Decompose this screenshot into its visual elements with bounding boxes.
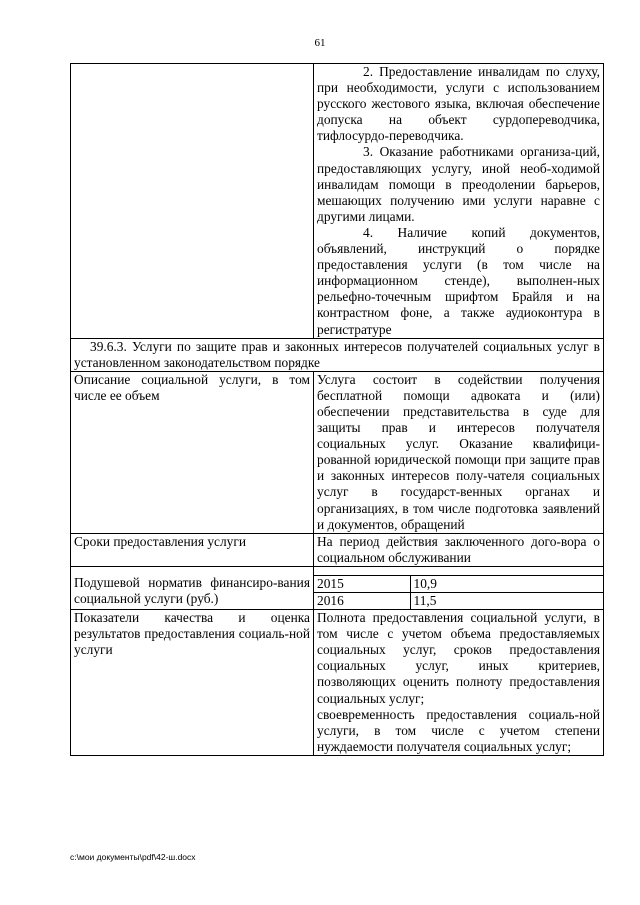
page-number: 61 [314, 37, 326, 49]
quality-label: Показатели качества и оценка результатов предоставления социаль-ной услуги [71, 610, 314, 756]
norm-row [71, 566, 604, 609]
terms-row [71, 533, 604, 566]
measure-item-3: 3. Оказание работниками организа-ций, предоставляющих услугу, иной необ-ходимой инвалидам помощи в преодолении барьеров, мешающих получению ими услуги наравне с другими лицами. [317, 144, 600, 224]
norm-year-row [314, 575, 603, 592]
quality-row [71, 610, 604, 756]
measure-item-4: 4. Наличие копий документов, объявлений, инструкций о порядке предоставления услуги (в том числе на информационном стенде), выполнен-ных рельефно-точечным шрифтом Брайля и на контрастном фоне, а также аудиоконтура в регистратуре [317, 224, 600, 337]
service-standard-table [70, 63, 604, 756]
accessibility-measures-cell [314, 64, 604, 339]
norm-years-table [314, 575, 603, 609]
norm-year: 2015 [317, 575, 344, 591]
quality-value [314, 610, 604, 756]
norm-amount: 11,5 [410, 593, 603, 610]
norm-label: Подушевой норматив финансиро-вания социальной услуги (руб.) [71, 566, 314, 609]
norm-year: 2016 [314, 593, 410, 610]
section-heading: 39.6.3. Услуги по защите прав и законных интересов получателей социальных услуг в установленном законодательством порядке [74, 338, 600, 370]
norm-values [314, 566, 604, 609]
description-value: Услуга состоит в содействии получения бесплатной помощи адвоката и (или) обеспечении представительства в суде для защиты прав и интересов получателя социальных услуг. Оказание квалифици-рованной юридической помощи при защите прав и законных интересов полу-чателя социальных услуг в государст-венных органах и организациях, в том числе подготовка заявлений и документов, обращений [314, 371, 604, 533]
continuation-row [71, 64, 604, 339]
description-row [71, 371, 604, 533]
norm-amount: 10,9 [410, 575, 603, 592]
section-heading-row [71, 338, 604, 371]
section-heading-cell [71, 338, 604, 371]
terms-value: На период действия заключенного дого-вора о социальном обслуживании [314, 533, 604, 566]
empty-label-cell [71, 64, 314, 339]
norm-year-row [314, 593, 603, 610]
quality-paragraph: Полнота предоставления социальной услуги, в том числе с учетом объема предоставляемых социальных услуг, сроков предоставления социальных услуг, иных критериев, позволяющих оценить полноту предоставления социальных услуг; [317, 610, 600, 706]
footer-file-path: c:\мои документы\pdf\42-ш.docx [70, 852, 196, 862]
quality-paragraph: своевременность предоставления социаль-ной услуги, в том числе с учетом степени нуждаемости получателя социальных услуг; [317, 706, 600, 754]
measure-item-2: 2. Предоставление инвалидам по слуху, при необходимости, услуги с использованием русского жестового языка, включая обеспечение допуска на объект сурдопереводчика, тифлосурдо-переводчика. [317, 64, 600, 144]
description-label: Описание социальной услуги, в том числе ее объем [71, 371, 314, 533]
terms-label: Сроки предоставления услуги [71, 533, 314, 566]
